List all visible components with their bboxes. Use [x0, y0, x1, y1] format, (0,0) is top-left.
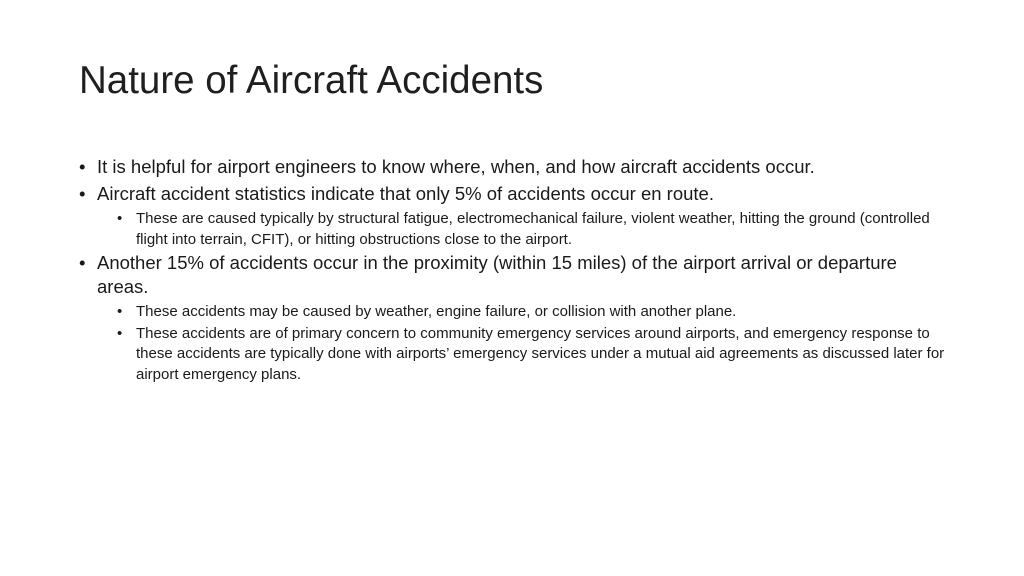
sub-bullet-item [79, 302, 949, 323]
slide-title: Nature of Aircraft Accidents [79, 59, 544, 102]
sub-bullet-item [79, 324, 949, 386]
sub-bullet-text: These are caused typically by structural fatigue, electromechanical failure, violent weather, hitting the ground (controlled flight into terrain, CFIT), or hitting obstructions close to the airport. [136, 210, 930, 248]
bullet-glyph: • [79, 183, 86, 204]
bullet-glyph: • [79, 156, 86, 177]
bullet-item [79, 182, 949, 206]
sub-bullet-item [79, 209, 949, 250]
bullet-text: It is helpful for airport engineers to know where, when, and how aircraft accidents occur. [97, 156, 815, 177]
bullet-list [79, 155, 949, 386]
bullet-item [79, 155, 949, 179]
bullet-text: Another 15% of accidents occur in the proximity (within 15 miles) of the airport arrival or departure areas. [97, 252, 897, 297]
bullet-item [79, 251, 949, 299]
sub-bullet-glyph: • [117, 324, 123, 342]
sub-bullet-glyph: • [117, 210, 123, 227]
sub-bullet-text: These accidents are of primary concern to community emergency services around airports, and emergency response to these accidents are typically done with airports’ emergency services under a mutual aid agreements as discussed later for airport emergency plans. [136, 324, 945, 383]
sub-bullet-glyph: • [117, 303, 123, 320]
bullet-glyph: • [79, 252, 86, 273]
bullet-text: Aircraft accident statistics indicate that only 5% of accidents occur en route. [97, 183, 714, 204]
sub-bullet-text: These accidents may be caused by weather, engine failure, or collision with another plane. [136, 303, 737, 320]
